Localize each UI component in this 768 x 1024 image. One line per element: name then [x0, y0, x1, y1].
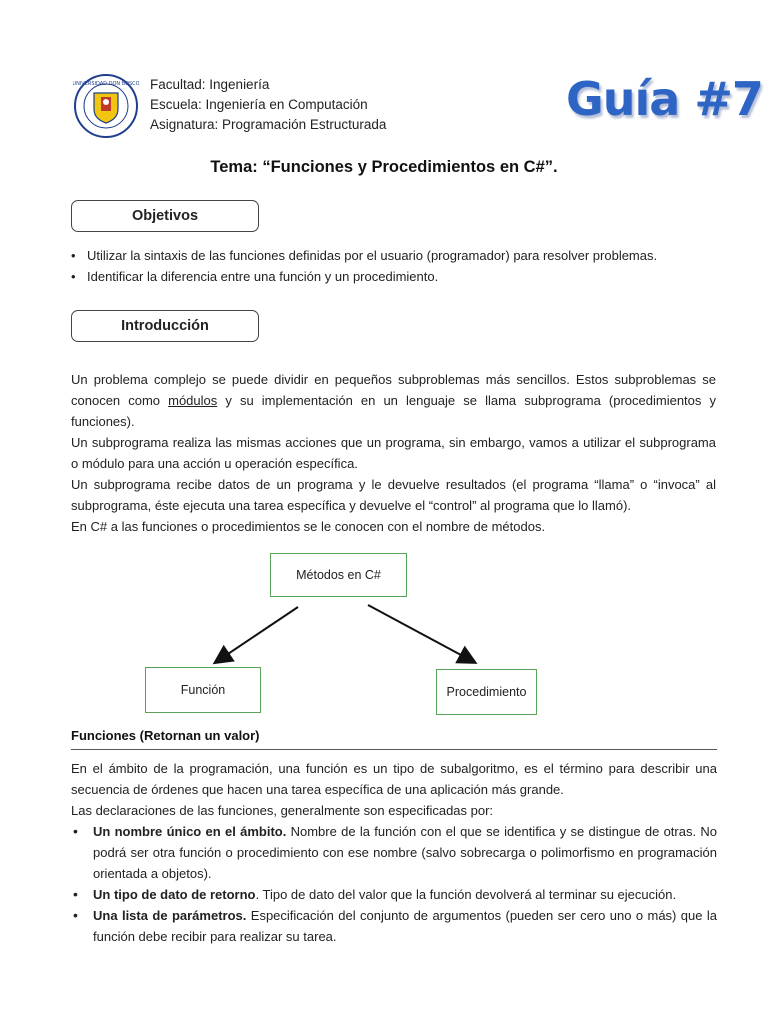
diagram-procedure-node [436, 669, 537, 715]
functions-list [71, 821, 717, 947]
subject-label: Asignatura: Programación Estructurada [150, 117, 387, 132]
intro-p1-after: y su implementación en un lenguaje se llama subprograma (procedimientos y funciones). [71, 393, 716, 429]
objectives-heading: Objetivos [131, 208, 199, 224]
guide-title: Guía #7 [566, 72, 763, 126]
arrow-to-procedure [368, 605, 474, 662]
faculty-label: Facultad: Ingeniería [150, 77, 270, 92]
logo-lettering: UNIVERSIDAD DON BOSCO [73, 81, 139, 87]
introduction-heading: Introducción [121, 318, 209, 334]
diagram-root-label: Métodos en C# [296, 568, 381, 582]
intro-paragraph-4: En C# a las funciones o procedimientos se le conocen con el nombre de métodos. [71, 519, 546, 534]
functions-paragraph-2: Las declaraciones de las funciones, generalmente son especificadas por: [71, 803, 494, 818]
arrow-to-function [216, 607, 298, 662]
item-description: Especificación del conjunto de argumentos (pueden ser cero uno o más) que la función debe recibir para realizar su tarea. [93, 908, 717, 944]
functions-text [71, 758, 717, 947]
school-label: Escuela: Ingeniería en Computación [150, 97, 368, 112]
item-term: Una lista de parámetros. [93, 908, 247, 923]
list-item [71, 905, 717, 947]
intro-p1-before: Un problema complejo se puede dividir en pequeños subproblemas más sencillos. Estos subproblemas se conocen como [71, 372, 716, 408]
list-item: • Identificar la diferencia entre una función y un procedimiento. [71, 266, 701, 287]
list-item: • Utilizar la sintaxis de las funciones definidas por el usuario (programador) para resolver problemas. [71, 245, 701, 266]
item-term: Un nombre único en el ámbito. [93, 824, 287, 839]
item-description: . Tipo de dato del valor que la función devolverá al terminar su ejecución. [255, 887, 677, 902]
functions-paragraph-1: En el ámbito de la programación, una función es un tipo de subalgoritmo, es el término para describir una secuencia de órdenes que hacen una tarea específica de una aplicación más grande. [71, 761, 717, 797]
diagram-function-node [145, 667, 261, 713]
diagram-function-label: Función [180, 683, 226, 697]
section-divider [71, 749, 717, 750]
topic-title: Tema: “Funciones y Procedimientos en C#”. [210, 158, 558, 176]
modules-term: módulos [168, 393, 218, 408]
diagram-procedure-label: Procedimiento [446, 685, 527, 699]
intro-paragraph-2: Un subprograma realiza las mismas acciones que un programa, sin embargo, vamos a utilizar el subprograma o módulo para una acción u operación específica. [71, 435, 716, 471]
item-term: Un tipo de dato de retorno [93, 887, 256, 902]
functions-heading: Funciones (Retornan un valor) [71, 728, 260, 743]
list-item [71, 884, 717, 905]
item-description: Nombre de la función con el que se identifica y se distingue de otras. No podrá ser otra función o procedimiento con ese nombre (salvo sobrecarga o polimorfismo en programación orientada a objetos). [93, 824, 717, 881]
list-item [71, 821, 717, 884]
intro-paragraph-3: Un subprograma recibe datos de un programa y le devuelve resultados (el programa “llama” o “invoca” al subprograma, éste ejecuta una tarea específica y devuelve el “control” al programa que lo llamó). [71, 477, 716, 513]
